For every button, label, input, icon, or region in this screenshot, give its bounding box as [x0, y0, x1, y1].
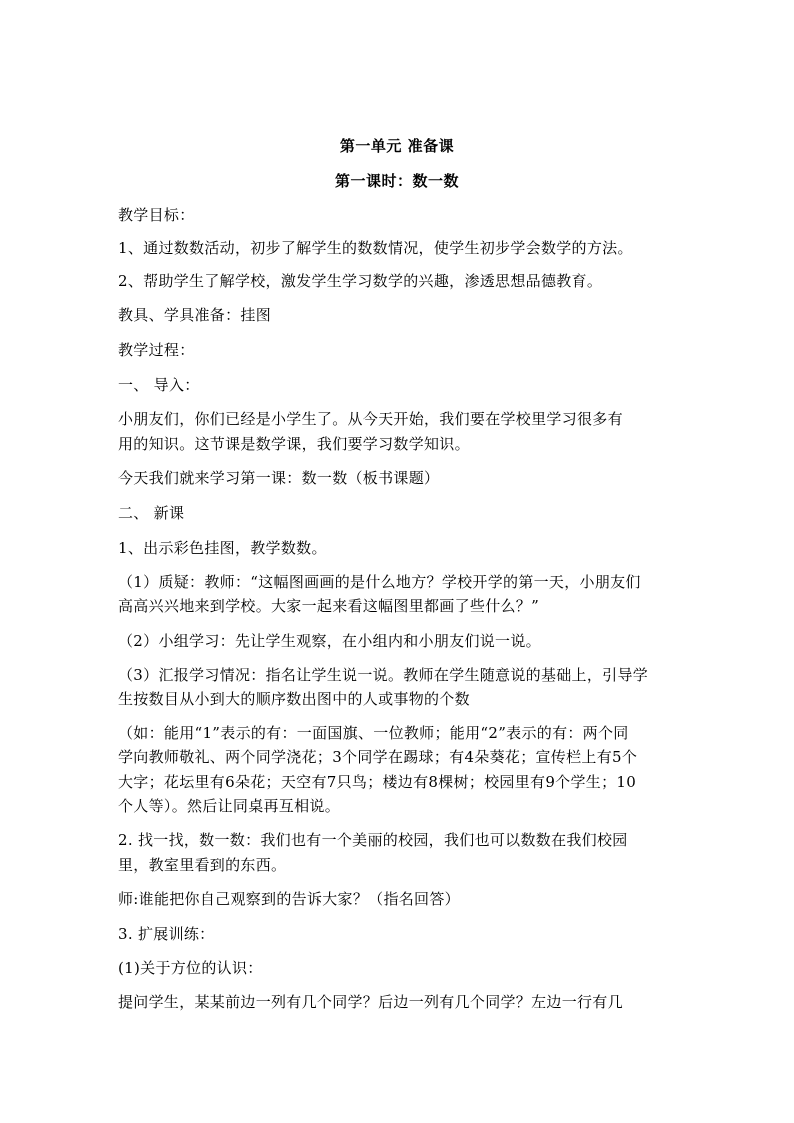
- section-heading: 二、 新课: [118, 504, 185, 522]
- paragraph-line: 师:谁能把你自己观察到的告诉大家？（指名回答）: [118, 890, 460, 908]
- paragraph-line: 2、帮助学生了解学校，激发学生学习数学的兴趣，渗透思想品德教育。: [118, 272, 603, 290]
- paragraph-line: （1）质疑：教师：“这幅图画画的是什么地方？学校开学的第一天，小朋友们: [118, 573, 641, 591]
- unit-title: 第一单元 准备课: [339, 137, 455, 155]
- paragraph-line: (1)关于方位的认识：: [118, 959, 263, 977]
- paragraph-line: （3）汇报学习情况：指名让学生说一说。教师在学生随意说的基础上，引导学: [118, 666, 649, 684]
- paragraph-line: （如：能用“1”表示的有：一面国旗、一位教师；能用“2”表示的有：两个同: [118, 724, 629, 742]
- paragraph-line: 学向教师敬礼、两个同学浇花；3个同学在踢球；有4朵葵花；宣传栏上有5个: [118, 748, 638, 766]
- paragraph-line: 2. 找一找，数一数：我们也有一个美丽的校园，我们也可以数数在我们校园: [118, 831, 628, 849]
- paragraph-line: 个人等）。然后让同桌再互相说。: [118, 797, 341, 815]
- paragraph-line: 教具、学具准备：挂图: [118, 306, 272, 324]
- paragraph-line: 教学目标：: [118, 206, 195, 224]
- paragraph-line: 高高兴兴地来到学校。大家一起来看这幅图里都画了些什么？”: [118, 597, 540, 615]
- lesson-title: 第一课时：数一数: [334, 172, 459, 190]
- paragraph-line: 1、通过数数活动，初步了解学生的数数情况，使学生初步学会数学的方法。: [118, 239, 633, 257]
- paragraph-line: 今天我们就来学习第一课：数一数（板书课题）: [118, 469, 440, 487]
- paragraph-line: 生按数目从小到大的顺序数出图中的人或事物的个数: [118, 690, 470, 708]
- paragraph-line: 教学过程：: [118, 341, 195, 359]
- paragraph-line: 1、出示彩色挂图，教学数数。: [118, 539, 327, 557]
- paragraph-line: 3. 扩展训练：: [118, 925, 215, 943]
- paragraph-line: （2）小组学习：先让学生观察，在小组内和小朋友们说一说。: [118, 632, 541, 650]
- paragraph-line: 里，教室里看到的东西。: [118, 856, 287, 874]
- paragraph-line: 提问学生，某某前边一列有几个同学？后边一列有几个同学？左边一行有几: [118, 993, 623, 1011]
- paragraph-line: 大字；花坛里有6朵花；天空有7只鸟；楼边有8棵树；校园里有9个学生；10: [118, 773, 637, 791]
- section-heading: 一、 导入：: [118, 376, 200, 394]
- paragraph-line: 小朋友们，你们已经是小学生了。从今天开始，我们要在学校里学习很多有: [118, 410, 623, 428]
- paragraph-line: 用的知识。这节课是数学课，我们要学习数学知识。: [118, 435, 470, 453]
